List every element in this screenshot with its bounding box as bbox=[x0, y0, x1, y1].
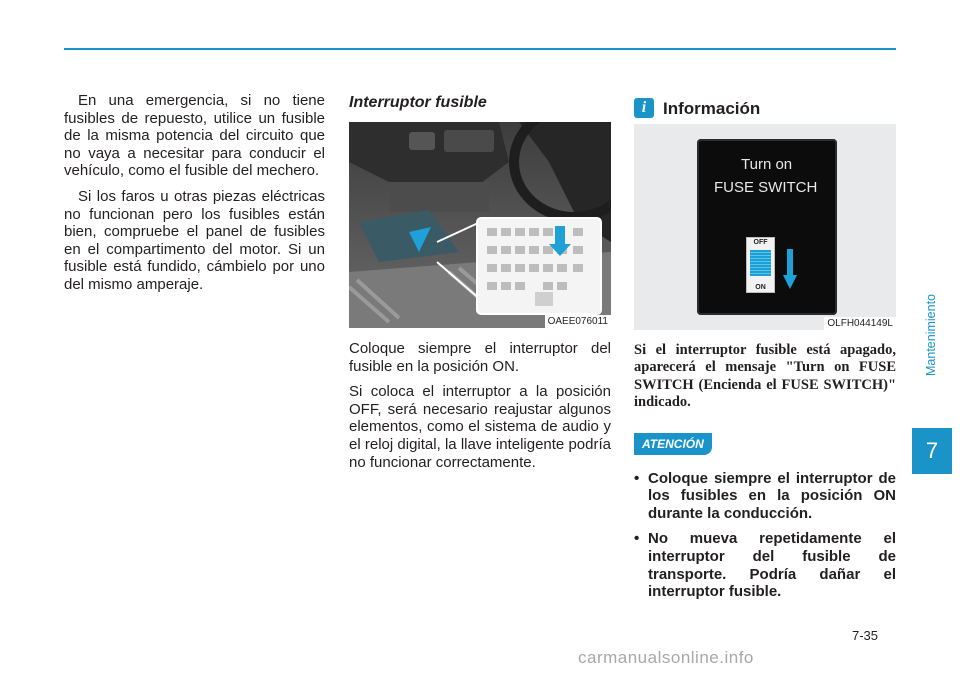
fuse-switch-photo bbox=[349, 122, 611, 328]
right-column bbox=[634, 92, 896, 609]
section-side-label: Mantenimiento bbox=[924, 294, 938, 376]
display-message-line1: Turn on bbox=[741, 156, 793, 173]
info-title: Información bbox=[663, 99, 761, 118]
cluster-display bbox=[697, 139, 837, 315]
figure-code: OLFH044149L bbox=[824, 317, 896, 330]
body-paragraph: En una emergencia, si no tiene fusibles de repuesto, utilice un fusible de la misma potencia del circuito que no vaya a necesitar para conducir el vehículo, como el fusible del mechero. bbox=[64, 92, 325, 180]
chapter-tab: 7 bbox=[912, 428, 952, 474]
display-message-line2: FUSE SWITCH bbox=[714, 179, 818, 196]
top-rule bbox=[64, 48, 896, 50]
fuse-switch-icon bbox=[746, 237, 775, 293]
middle-column bbox=[349, 92, 611, 479]
dashboard-illustration bbox=[349, 122, 611, 328]
switch-on-label: ON bbox=[755, 284, 766, 291]
figure-code: OAEE076011 bbox=[545, 315, 611, 328]
left-column bbox=[64, 92, 325, 302]
body-paragraph: Coloque siempre el interruptor del fusible en la posición ON. bbox=[349, 340, 611, 375]
fuse-switch-display-figure bbox=[634, 124, 896, 330]
caution-label: ATENCIÓN bbox=[634, 433, 712, 455]
caution-list bbox=[634, 470, 896, 601]
arrow-down-icon bbox=[783, 249, 797, 289]
switch-off-label: OFF bbox=[753, 239, 768, 246]
switch-knob bbox=[750, 250, 771, 276]
info-text: Si el interruptor fusible está apagado, aparecerá el mensaje "Turn on FUSE SWITCH (Encienda el FUSE SWITCH)" indicado. bbox=[634, 342, 896, 411]
body-paragraph: Si los faros u otras piezas eléctricas no funcionan pero los fusibles están bien, compruebe el panel de fusibles en el compartimento del motor. Si un fusible está fundido, cámbielo por uno del mismo amperaje. bbox=[64, 187, 325, 293]
list-item: • Coloque siempre el interruptor de los fusibles en la posición ON durante la conducción. bbox=[634, 469, 896, 522]
list-item: • No mueva repetidamente el interruptor del fusible de transporte. Podría dañar el interruptor fusible. bbox=[634, 530, 896, 601]
body-paragraph: Si coloca el interruptor a la posición OFF, será necesario reajustar algunos elementos, como el sistema de audio y el reloj digital, la llave inteligente podría no funcionar correctamente. bbox=[349, 383, 611, 471]
watermark: carmanualsonline.info bbox=[578, 648, 754, 667]
info-icon: i bbox=[634, 98, 654, 118]
page-number: 7-35 bbox=[852, 628, 879, 643]
info-header bbox=[634, 92, 896, 124]
section-heading: Interruptor fusible bbox=[349, 94, 487, 111]
